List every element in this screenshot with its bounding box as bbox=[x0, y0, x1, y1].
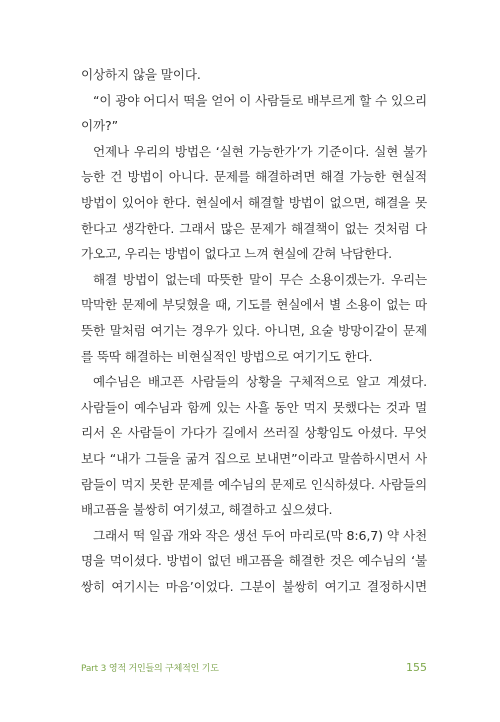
body-line: 이상하지 않을 말이다. bbox=[81, 67, 201, 82]
body-line: 보다 “내가 그들을 굶겨 집으로 보내면”이라고 말씀하시면서 사 bbox=[81, 450, 427, 466]
body-line: 능한 건 방법이 아니다. 문제를 해결하려면 해결 가능한 현실적 bbox=[81, 169, 427, 185]
body-line: 예수님은 배고픈 사람들의 상황을 구체적으로 알고 계셨다. bbox=[93, 374, 427, 390]
body-line: 언제나 우리의 방법은 ‘실현 가능한가’가 기준이다. 실현 불가 bbox=[93, 143, 427, 159]
running-footer bbox=[81, 661, 219, 674]
body-line: 배고픔을 불쌍히 여기셨고, 해결하고 싶으셨다. bbox=[81, 502, 333, 518]
body-line: 한다고 생각한다. 그래서 많은 문제가 해결책이 없는 것처럼 다 bbox=[81, 220, 427, 236]
body-line: 뜻한 말처럼 여기는 경우가 있다. 아니면, 요술 방망이같이 문제 bbox=[81, 322, 427, 338]
body-line: 쌍히 여기시는 마음’이었다. 그분이 불쌍히 여기고 결정하시면 bbox=[81, 578, 427, 594]
body-line: 막막한 문제에 부딪혔을 때, 기도를 현실에서 별 소용이 없는 따 bbox=[81, 297, 427, 313]
body-line: 이까?” bbox=[81, 118, 118, 134]
body-line: “이 광야 어디서 떡을 얻어 이 사람들로 배부르게 할 수 있으리 bbox=[93, 92, 427, 108]
body-text bbox=[81, 62, 427, 599]
body-line: 해결 방법이 없는데 따뜻한 말이 무슨 소용이겠는가. 우리는 bbox=[93, 271, 427, 287]
body-line: 방법이 있어야 한다. 현실에서 해결할 방법이 없으면, 해결을 못 bbox=[81, 194, 427, 210]
page-number: 155 bbox=[406, 661, 427, 674]
body-line: 람들이 먹지 못한 문제를 예수님의 문제로 인식하셨다. 사람들의 bbox=[81, 476, 427, 492]
body-line: 리서 온 사람들이 가다가 길에서 쓰러질 상황임도 아셨다. 무엇 bbox=[81, 425, 427, 441]
body-line: 가오고, 우리는 방법이 없다고 느껴 현실에 갇혀 낙담한다. bbox=[81, 246, 393, 262]
body-line: 를 뚝딱 해결하는 비현실적인 방법으로 여기기도 한다. bbox=[81, 348, 373, 364]
body-line: 명을 먹이셨다. 방법이 없던 배고픔을 해결한 것은 예수님의 ‘불 bbox=[81, 553, 427, 569]
part-label: Part 3 bbox=[81, 664, 107, 674]
section-title: 영적 거인들의 구체적인 기도 bbox=[108, 664, 219, 674]
body-line: 사람들이 예수님과 함께 있는 사흘 동안 먹지 못했다는 것과 멀 bbox=[81, 399, 427, 415]
body-line: 그래서 떡 일곱 개와 작은 생선 두어 마리로(막 8:6,7) 약 사천 bbox=[93, 527, 427, 543]
page-footer bbox=[81, 661, 427, 675]
